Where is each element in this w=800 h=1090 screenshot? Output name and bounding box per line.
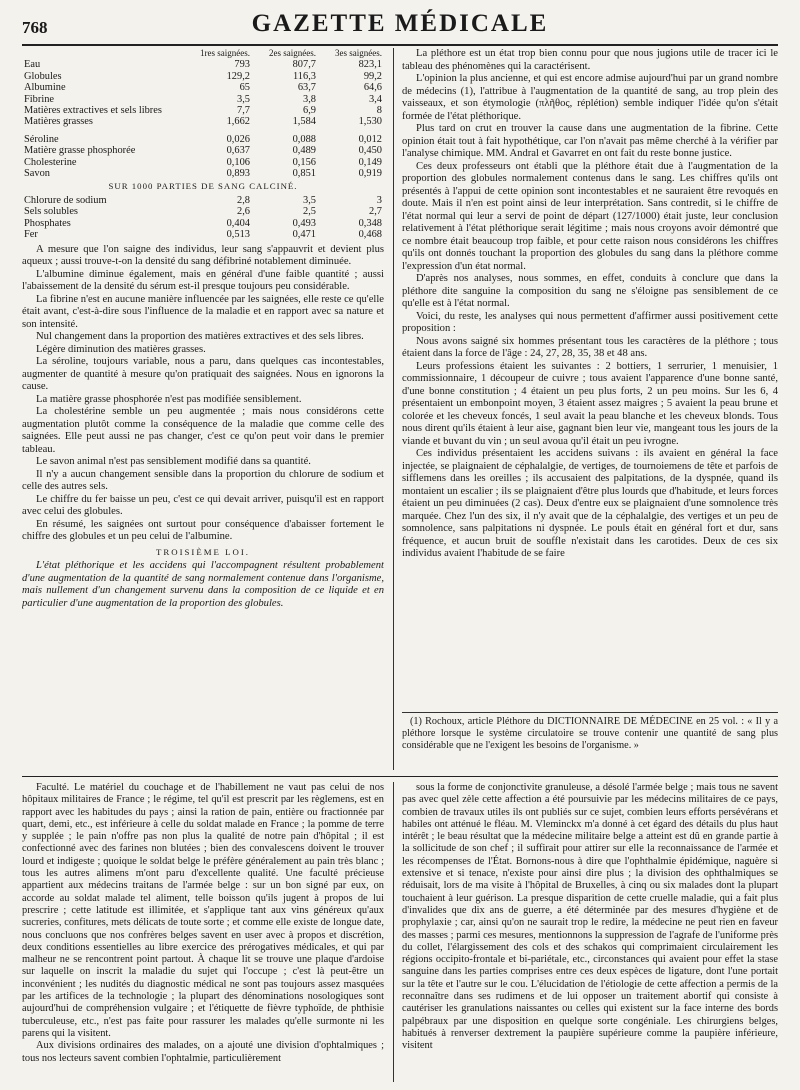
- cell-value: 6,9: [303, 105, 316, 117]
- table-row: [22, 59, 384, 70]
- cell-value: 3,5: [237, 93, 250, 105]
- cell-value: 2,7: [369, 206, 382, 218]
- table-row: [22, 145, 384, 156]
- cell-value: 807,7: [292, 59, 316, 71]
- cell-value: 3,8: [303, 93, 316, 105]
- cell-value: 2,8: [237, 194, 250, 206]
- page-header: [22, 8, 778, 42]
- cell-value: 116,3: [293, 70, 316, 82]
- right-paragraphs: [402, 48, 778, 561]
- feuilleton-rule: [22, 776, 778, 777]
- cell-value: 0,489: [292, 145, 316, 157]
- paragraph: Légère diminution des matières grasses.: [36, 343, 206, 355]
- cell-value: 0,348: [358, 217, 382, 229]
- row-label: Globules: [24, 70, 62, 82]
- right-column: [402, 48, 778, 706]
- cell-value: 1,530: [358, 116, 382, 128]
- row-label: Sels solubles: [24, 206, 78, 218]
- cell-value: 1,662: [226, 116, 250, 128]
- table-header-row: [22, 48, 384, 59]
- paragraph: L'opinion la plus ancienne, et qui est encore admise aujourd'hui par un grand nombre de médecins (1), l'attribue à l'augmentation de la quantité de sang, au trop plein des vaisseaux, et son étymologie (πλῆθος, réplétion) semble indiquer l'idée qu'on s'était formée de l'état pléthorique.: [402, 73, 778, 122]
- cell-value: 0,893: [226, 168, 250, 180]
- table-row: [22, 157, 384, 168]
- cell-value: 3,4: [369, 93, 382, 105]
- cell-value: 63,7: [297, 82, 316, 94]
- table-row: [22, 71, 384, 82]
- paragraph: En résumé, les saignées ont surtout pour conséquence d'abaisser fortement le chiffre des globules et un peu celui de l'albumine.: [22, 518, 384, 542]
- paragraph: Le savon animal n'est pas sensiblement modifié dans sa quantité.: [36, 456, 311, 467]
- cell-value: 0,106: [226, 156, 250, 168]
- row-label: Fer: [24, 229, 38, 241]
- cell-value: 0,012: [358, 133, 382, 145]
- paragraph: Ces deux professeurs ont établi que la pléthore était due à l'augmentation de la proportion des globules normalement contenus dans le sang. Les chiffres qu'ils ont présentés à l'appui de cette opinion sont incontestables et ne sauraient être revoqués en doute. Mais il n'en est point ainsi de leur interprétation. Sans contredit, si le chiffre de l'état normal qui leur a servi de point de départ (127/1000) était juste, leur conclusion relativement à l'état pléthorique serait légitime ; mais nous croyons avoir démontré que ce nombre était beaucoup trop faible, et pour cette raison nous considérons les chiffres qu'ils ont donnés touchant la proportion des globules du sang dans la pléthore comme l'expression d'un état normal.: [402, 160, 778, 272]
- bottom-column-separator: [393, 782, 394, 1082]
- row-label: Savon: [24, 168, 50, 180]
- paragraph: Nous avons saigné six hommes présentant tous les caractères de la pléthore ; tous étaient dans la force de l'âge : 24, 27, 28, 35, 38 et 48 ans.: [402, 335, 778, 359]
- cell-value: 0,493: [292, 217, 316, 229]
- column-header: 2es saignées.: [269, 48, 316, 58]
- row-label: Séroline: [24, 133, 59, 145]
- paragraph: Ces individus présentaient les accidens suivans : ils avaient en général la face injectée, se plaignaient de céphalalgie, de vertiges, de tournoiemens de tête et parfois de sifflemens dans les oreilles ; ils accusaient des palpitations, de la dyspnée, quand ils montaient un escalier ; ils se plaignaient d'être plus lourds que d'habitude, et leurs forces étaient un peu diminuées (2 cas). Deux d'entre eux se plaignaient d'une somnolence très marquée. Chez l'un des six, il n'y avait que de la céphalalgie, des vertiges et un peu de somnolence, sans palpitations ni dyspnée. Le pouls était en général fort et dur, sans fréquence, et aucun bruit de souffle n'existait dans les carotides. Deux de ces six individus avaient l'habitude de se faire: [402, 448, 778, 559]
- paragraph: La cholestérine semble un peu augmentée ; mais nous considérons cette augmentation plutôt comme la conséquence de la maladie que comme celle des saignées. Elle peut aussi ne pas changer, c'est ce qu'on peut voir dans le premier tableau.: [22, 406, 384, 455]
- table-row: [22, 105, 384, 116]
- table-row: [22, 82, 384, 93]
- cell-value: 0,637: [226, 145, 250, 157]
- cell-value: 0,919: [358, 168, 382, 180]
- table-row: [22, 116, 384, 127]
- law-statement: L'état pléthorique et les accidens qui l'accompagnent résultent probablement d'une augmentation de la quantité de sang normalement contenue dans l'organisme, mais nullement d'un changement survenu dans la composition de ce liquide et en particulier d'une augmentation de la proportion des globules.: [22, 560, 384, 609]
- bottom-left-column: [22, 782, 384, 1082]
- header-rule: [22, 44, 778, 46]
- column-header: 1res saignées.: [200, 48, 250, 58]
- cell-value: 0,471: [292, 229, 316, 241]
- section-heading: TROISIÈME LOI.: [156, 546, 250, 557]
- table-row: [22, 195, 384, 206]
- table-row: [22, 206, 384, 217]
- footnote-rule: [402, 712, 778, 713]
- paragraph: Plus tard on crut en trouver la cause dans une augmentation de la fibrine. Cette opinion était tout à fait hypothétique, car l'on n'avait pas même cherché à la vérifier par l'analyse chimique. MM. Andral et Gavarret en ont fait du reste bonne justice.: [402, 123, 778, 159]
- paragraph: A mesure que l'on saigne des individus, leur sang s'appauvrit et devient plus aqueux ; aussi trouve-t-on la densité du sang défibriné notablement diminuée.: [22, 243, 384, 267]
- paragraph: La matière grasse phosphorée n'est pas modifiée sensiblement.: [36, 393, 302, 405]
- cell-value: 3: [376, 194, 382, 206]
- cell-value: 0,156: [292, 156, 316, 168]
- paragraph: Faculté. Le matériel du couchage et de l'habillement ne vaut pas celui de nos hôpitaux militaires de France ; le régime, tel qu'il est prescrit par les règlemens, est en rapport avec les habitudes du pays ; ainsi la ration de pain, entière ou fractionnée par quart, demi, etc., est inférieure à celle du soldat malade en France ; la pomme de terre y supplée ; le pain n'offre pas non plus la qualité de notre pain d'hôpital ; il est confectionné avec des farines non blutées ; bien des convalescens doivent le trouver lourd et indigeste ; quoique le soldat belge le préfère généralement au pain très blanc ; tous les autres alimens m'ont paru d'excellente qualité. Une faculté précieuse appartient aux médecins traitans de l'armée belge : sur un bon signé par eux, on accorde au soldat malade tel aliment, telle boisson qu'ils jugent à propos de lui prescrire ; cette latitude est illimitée, et s'applique tant aux vins généreux qu'aux sucreries, confitures, mets délicats de toute sorte ; et comme elle existe de longue date, nous concluons que nos confrères belges savent en user avec à propos et discrétion, deux conditions essentielles au libre exercice des prérogatives médicales, et qui par malheur ne se rencontrent point partout. À chaque lit se trouve une plaque d'ardoise sur laquelle on inscrit la maladie du sujet qui l'occupe ; c'est là peut-être un inconvénient ; les nudités du diagnostic médical ne sont pas toujours assez masquées par les artifices de la technologie ; la plupart des dénominations nosologiques sont aujourd'hui de compréhension vulgaire ; et l'étiquette de fièvre typhoïde, de phthisie tuberculeuse, etc., n'est pas faite pour rassurer les malades qu'elle surmonte ni les parens qui la visitent.: [22, 782, 384, 1039]
- table-row: [22, 218, 384, 229]
- column-header: 3es saignées.: [335, 48, 382, 58]
- paragraph: D'après nos analyses, nous sommes, en effet, conduits à conclure que dans la pléthore dite sanguine la composition du sang ne s'éloigne pas sensiblement de ce qu'elle est à l'état normal.: [402, 273, 778, 309]
- table-row: [22, 94, 384, 105]
- journal-title: GAZETTE MÉDICALE: [251, 10, 549, 37]
- cell-value: 0,404: [226, 217, 250, 229]
- row-label: Phosphates: [24, 217, 71, 229]
- cell-value: 3,5: [303, 194, 316, 206]
- footnote: [402, 716, 778, 752]
- paragraph: Nul changement dans la proportion des matières extractives et des sels libres.: [36, 331, 364, 342]
- cell-value: 2,6: [237, 206, 250, 218]
- table-row: [22, 229, 384, 240]
- column-separator: [393, 48, 394, 770]
- row-label: Albumine: [24, 82, 66, 94]
- cell-value: 0,026: [226, 133, 250, 145]
- cell-value: 1,584: [292, 116, 316, 128]
- cell-value: 8: [376, 105, 382, 117]
- footnote-text: (1) Rochoux, article Pléthore du DICTIONNAIRE DE MÉDECINE en 25 vol. : « Il y a pléthore lorsque le système circulatoire se trouve contenir une quantité de sang plus considérable que ne l'exigent les besoins de l'organisme. »: [402, 716, 778, 751]
- cell-value: 0,088: [292, 133, 316, 145]
- bottom-right-column: [402, 782, 778, 1082]
- paragraph: Aux divisions ordinaires des malades, on a ajouté une division d'ophtalmiques ; tous nos lecteurs savent combien l'ophtalmie, particulièrement: [22, 1040, 384, 1064]
- cell-value: 0,149: [358, 156, 382, 168]
- paragraph: Il n'y a aucun changement sensible dans la proportion du chlorure de sodium et celle des autres sels.: [22, 468, 384, 492]
- row-label: Cholesterine: [24, 156, 77, 168]
- table-row: [22, 168, 384, 179]
- row-label: Eau: [24, 59, 41, 71]
- cell-value: 0,468: [358, 229, 382, 241]
- cell-value: 793: [234, 59, 250, 71]
- row-label: Matières grasses: [24, 116, 93, 128]
- paragraph: Le chiffre du fer baisse un peu, c'est ce qui devait arriver, puisqu'il est en rapport avec celui des globules.: [22, 493, 384, 517]
- table-subtitle: SUR 1000 PARTIES DE SANG CALCINÉ.: [108, 181, 298, 192]
- cell-value: 7,7: [237, 105, 250, 117]
- left-column: [22, 48, 384, 706]
- page-number: 768: [22, 18, 48, 37]
- row-label: Matière grasse phosphorée: [24, 145, 136, 157]
- cell-value: 99,2: [363, 70, 382, 82]
- paragraph: Leurs professions étaient les suivantes : 2 bottiers, 1 serrurier, 1 menuisier, 1 commissionnaire, 1 découpeur de cuivre ; tous avaient l'apparence d'une bonne santé, d'une bonne constitution ; 4 étaient un peu plus forts, 2 un peu moins. Sur les 6, 4 présentaient un embonpoint moyen, 3 étaient assez maigres ; 5 avaient la peau brune et colorée et les cheveux foncés, 1 seul avait la peau blanche et les cheveux blonds. Tous nous dirent qu'ils étaient à leur aise, gagnant bien leur vie, mangeant tous les jours de la viande et buvant du vin ; un seul avoua qu'il était un peu ivrogne.: [402, 360, 778, 447]
- table-row: [22, 134, 384, 145]
- cell-value: 0,851: [292, 168, 316, 180]
- cell-value: 64,6: [363, 82, 382, 94]
- cell-value: 2,5: [303, 206, 316, 218]
- paragraph: Voici, du reste, les analyses qui nous permettent d'affirmer aussi positivement cette proposition :: [402, 310, 778, 334]
- paragraph: La séroline, toujours variable, nous a paru, dans quelques cas incontestables, augmenter de quantité à mesure qu'on pratiquait des saignées. Nous en ignorons la cause.: [22, 356, 384, 392]
- cell-value: 823,1: [358, 59, 382, 71]
- cell-value: 0,450: [358, 145, 382, 157]
- paragraph: La pléthore est un état trop bien connu pour que nous jugions utile de tracer ici le tableau des phénomènes qui la caractérisent.: [402, 48, 778, 72]
- row-label: Chlorure de sodium: [24, 194, 107, 206]
- cell-value: 0,513: [226, 229, 250, 241]
- row-label: Fibrine: [24, 93, 55, 105]
- blood-analysis-table: [22, 48, 384, 241]
- left-paragraphs: [22, 244, 384, 544]
- row-label: Matières extractives et sels libres: [24, 105, 162, 117]
- paragraph: L'albumine diminue également, mais en général d'une faible quantité ; aussi l'abaissement de la densité du sérum est-il presque toujours peu considérable.: [22, 268, 384, 292]
- cell-value: 65: [239, 82, 250, 94]
- paragraph: sous la forme de conjonctivite granuleuse, a désolé l'armée belge ; mais tous ne savent pas avec quel zèle cette affection a été poursuivie par les médecins militaires de ce pays, combien de travaux utiles ils ont publiés sur ce sujet, combien leurs efforts persévérans et habiles ont atténué le fléau. M. Vleminckx m'a donné à cet égard des détails du plus haut intérêt ; le beau résultat que la médecine militaire belge a atteint est dû en grande partie à la sollicitude de son chef ; il suffirait pour attirer sur elle la reconnaissance de l'armée et les récompenses de l'État. Bornons-nous à dire que l'ophthalmie épidémique, naguère si extensive et si tenace, n'existe pour ainsi dire plus ; la division des ophthalmiques se réduisait, lors de ma visite à l'hôpital de Bruxelles, à cinq ou six malades dont la plupart touchaient à leur guérison. La presque disparition de cette cruelle maladie, qui a fait plus d'invalides que dix ans de guerre, a été déterminée par des mesures d'hygiène et de prophylaxie ; car, ainsi qu'on ne saurait trop le redire, la médecine ne peut rien en faveur des masses ; parmi ces mesures, mentionnons la suppression de l'agrafe de l'uniforme près du collet, l'élargissement des cols et des schakos qui comprimaient circulairement les régions occipito-frontale et bi-pariétale, etc., circonstances qui avaient pour effet la stase sanguine dans les parties comprises entre ces deux espèces de ligature, dont l'une portait sur la tête et l'autre sur le cou. L'élucidation de l'étiologie de cette affection a permis de la reconnaître dans ses rudimens et de lui opposer un traitement abortif qui consiste à cautériser les granulations naissantes ou celles qui existent sur la face interne des bords palpébraux par une disposition en quelque sorte congéniale. Les chirurgiens belges, habitués à renverser dextrement la paupière supérieure comme la paupière inférieure, visitent: [402, 782, 778, 1052]
- paragraph: La fibrine n'est en aucune manière influencée par les saignées, elle reste ce qu'elle était avant, c'est-à-dire sous l'influence de la maladie et en rapport avec sa nature et son intensité.: [22, 293, 384, 330]
- cell-value: 129,2: [226, 70, 250, 82]
